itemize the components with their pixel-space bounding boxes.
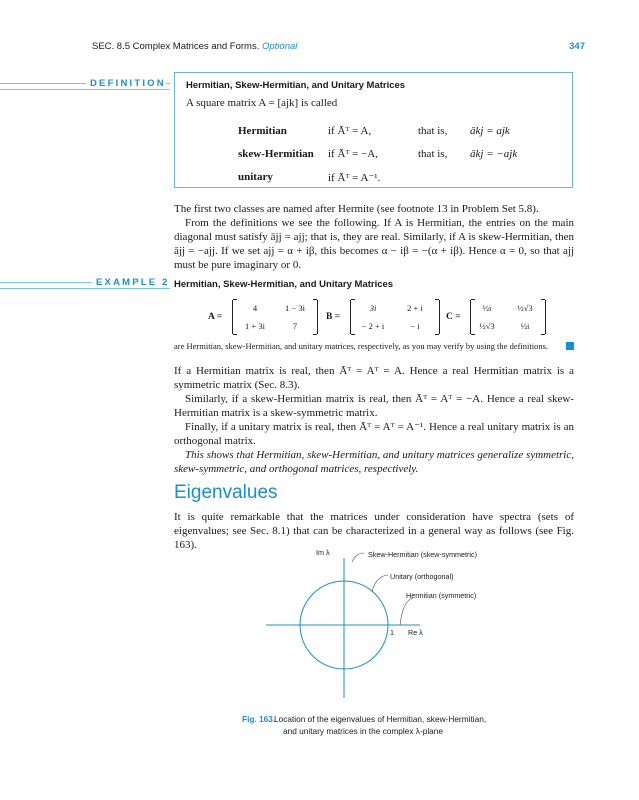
matrix-c-cell: ½i (482, 303, 492, 313)
leader-unitary (372, 575, 388, 592)
figure-complex-plane (260, 540, 520, 700)
matrix-a-cell: 1 − 3i (285, 303, 305, 313)
matrix-c (470, 300, 546, 334)
def-row-hermitian-name: Hermitian (238, 125, 287, 137)
matrix-b (350, 300, 440, 334)
matrix-b-cell: 2 + i (407, 303, 423, 313)
def-row-skew-rel: ākj = −ajk (470, 148, 518, 160)
skew-hermitian-label: Skew-Hermitian (skew-symmetric) (368, 550, 478, 559)
definition-label: DEFINITION (86, 78, 166, 89)
def-row-hermitian-thatis: that is, (418, 125, 448, 137)
paragraph-real-unitary: Finally, if a unitary matrix is real, then Āᵀ = Aᵀ = A⁻¹. Hence a real unitary matrix is an orthogonal matrix. (174, 421, 574, 447)
def-row-skew-thatis: that is, (418, 148, 448, 160)
im-lambda-label: Im λ (316, 548, 330, 557)
running-header-optional: Optional (262, 41, 298, 52)
paragraph-real-hermitian: If a Hermitian matrix is real, then Āᵀ = Aᵀ = A. Hence a real Hermitian matrix is a symmetric matrix (Sec. 8.3). (174, 365, 574, 391)
hermitian-label: Hermitian (symmetric) (406, 591, 477, 600)
complex-plane-diagram (260, 540, 520, 700)
matrix-a-cell: 7 (292, 321, 298, 331)
matrix-b-cell: − i (410, 321, 420, 331)
def-row-skew-cond: if Āᵀ = −A, (328, 148, 378, 160)
one-tick-label: 1 (390, 628, 394, 637)
example-label: EXAMPLE 2 (92, 277, 170, 288)
unitary-label: Unitary (orthogonal) (390, 572, 454, 581)
paragraph-hermite-note: The first two classes are named after Hermite (see footnote 13 in Problem Set 5.8). (174, 203, 539, 215)
matrix-a-label: A = (208, 312, 223, 322)
example-caption: are Hermitian, skew-Hermitian, and unitary matrices, respectively, as you may verify by using the definitions. (174, 341, 549, 351)
leader-hermitian (400, 598, 413, 625)
paragraph-generalize: This shows that Hermitian, skew-Hermitian, and unitary matrices generalize symmetric, skew-symmetric, and orthogonal matrices, respectively. (174, 449, 574, 475)
example-title: Hermitian, Skew-Hermitian, and Unitary Matrices (174, 279, 394, 290)
figure-caption-line2: and unitary matrices in the complex λ-plane (283, 726, 444, 736)
matrix-c-label: C = (446, 312, 461, 322)
re-lambda-label: Re λ (408, 628, 423, 637)
matrix-c-cell: ½√3 (479, 321, 495, 331)
paragraph-definitions-consequence: From the definitions we see the following. If A is Hermitian, the entries on the main diagonal must satisfy ājj = ajj; that is, they are real. Similarly, if A is skew-Hermitian, then ājj = −ajj. If we set ajj = α + iβ, this becomes α − iβ = −(α + iβ). Hence α = 0, so that ajj must be pure imaginary or 0. (174, 217, 574, 271)
def-row-hermitian-rel: ākj = ajk (470, 125, 510, 137)
def-row-unitary-cond: if Āᵀ = A⁻¹. (328, 172, 381, 184)
def-row-skew-name: skew-Hermitian (238, 148, 314, 160)
matrix-c-cell: ½i (520, 321, 530, 331)
matrix-c-cell: ½√3 (517, 303, 533, 313)
matrix-a-cell: 4 (252, 303, 258, 313)
paragraph-real-skew-hermitian: Similarly, if a skew-Hermitian matrix is real, then Āᵀ = Aᵀ = −A. Hence a real skew-Hermitian matrix is a skew-symmetric matrix. (174, 393, 574, 419)
definition-title: Hermitian, Skew-Hermitian, and Unitary Matrices (186, 80, 406, 91)
page-number: 347 (569, 41, 585, 52)
matrix-b-cell: 3i (369, 303, 377, 313)
section-heading-eigenvalues: Eigenvalues (174, 482, 278, 503)
running-header-section: SEC. 8.5 Complex Matrices and Forms. (92, 41, 260, 52)
matrix-b-label: B = (326, 312, 341, 322)
figure-caption-number: Fig. 163. (242, 714, 276, 724)
paragraph-eigenvalues-intro: It is quite remarkable that the matrices under consideration have spectra (sets of eigenvalues; see Sec. 8.1) that can be characterized in a general way as follows (see Fig. 163). (174, 511, 574, 551)
matrix-a-cell: 1 + 3i (245, 321, 265, 331)
definition-intro: A square matrix A = [ajk] is called (186, 97, 338, 109)
end-of-example-square (566, 342, 574, 350)
figure-caption-line1: Location of the eigenvalues of Hermitian, skew-Hermitian, (274, 714, 487, 724)
matrix-a (232, 300, 318, 334)
def-row-unitary-name: unitary (238, 171, 273, 183)
leader-skew-hermitian (352, 553, 364, 562)
matrix-b-cell: − 2 + i (361, 321, 385, 331)
def-row-hermitian-cond: if Āᵀ = A, (328, 125, 372, 137)
